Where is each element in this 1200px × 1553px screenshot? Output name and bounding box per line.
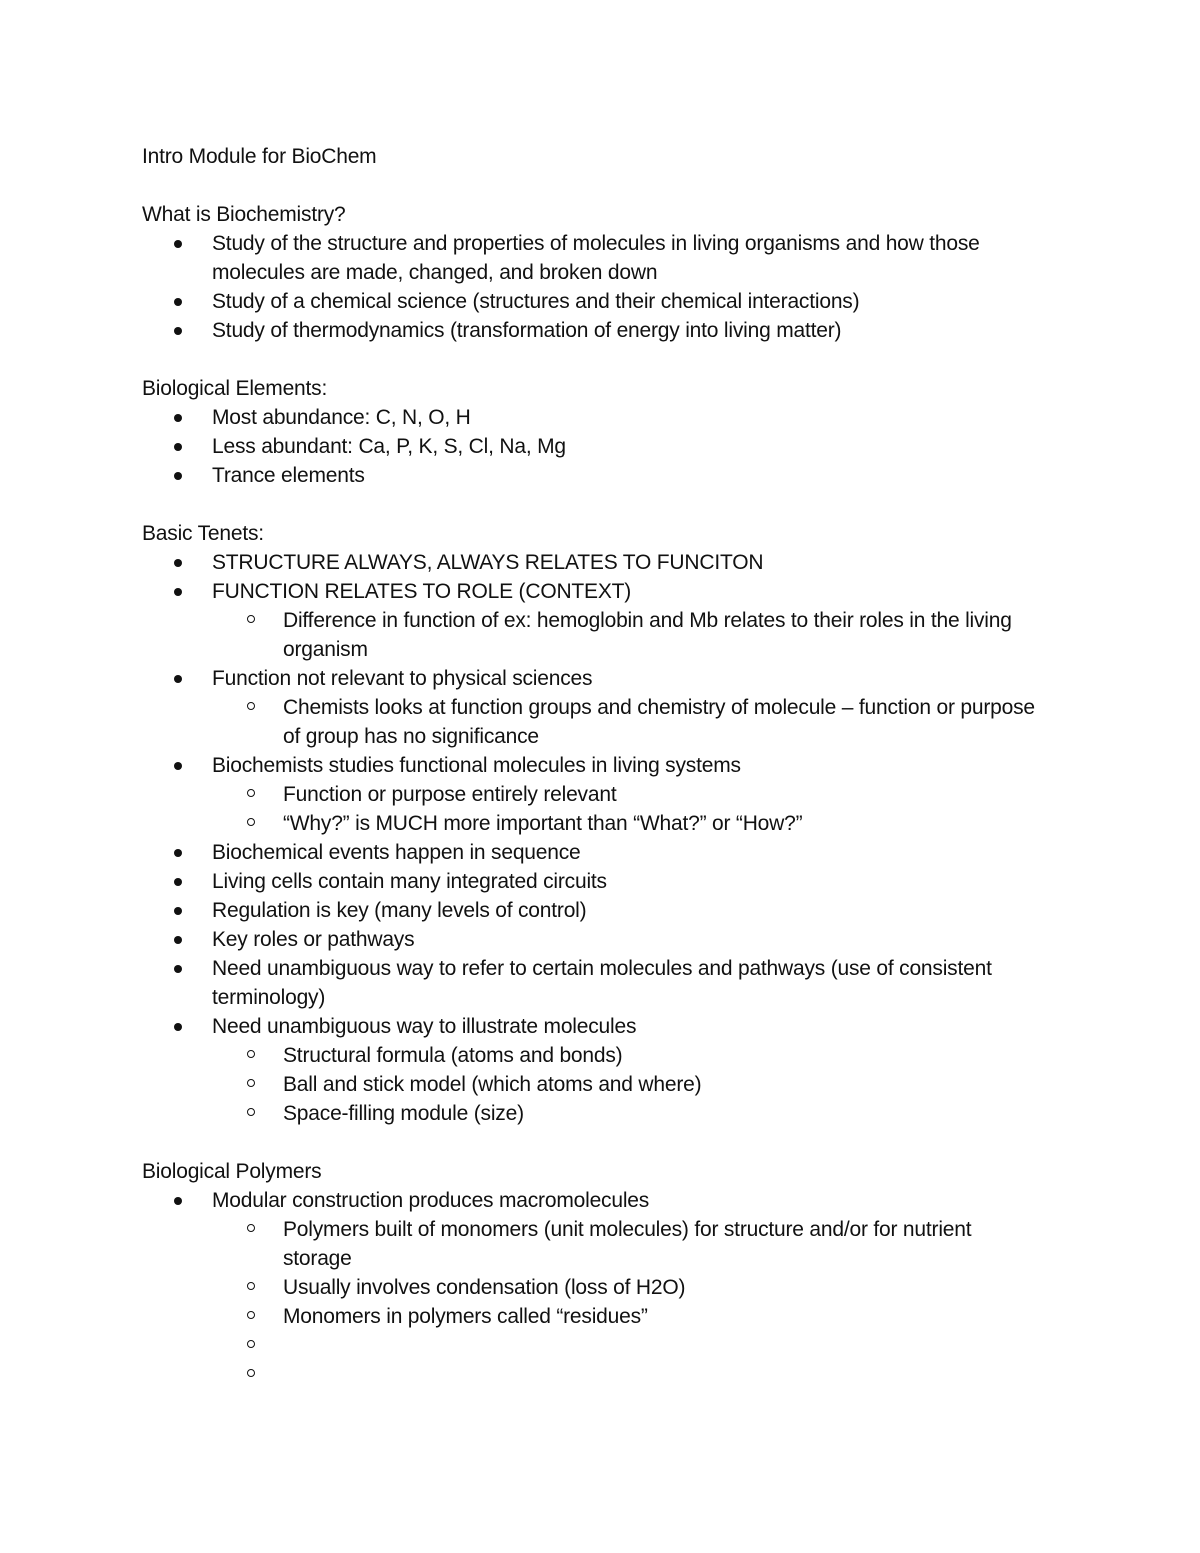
circle-bullet-icon [247, 1050, 255, 1058]
bullet-icon [174, 1023, 182, 1031]
bullet-list [142, 229, 1042, 345]
circle-bullet-icon [247, 818, 255, 826]
list-item [142, 316, 1042, 345]
list-item-text: Usually involves condensation (loss of H2O) [283, 1276, 686, 1299]
list-item-text: Chemists looks at function groups and chemistry of molecule – function or purpose of group has no significance [283, 696, 1035, 748]
circle-bullet-icon [247, 1311, 255, 1319]
bullet-icon [174, 849, 182, 857]
list-item [142, 403, 1042, 432]
list-item [142, 838, 1042, 867]
list-item-text: Regulation is key (many levels of control) [212, 899, 587, 922]
list-item [142, 1186, 1042, 1389]
document-body [142, 142, 1042, 1418]
list-item [142, 954, 1042, 1012]
list-item [142, 577, 1042, 664]
sub-list [212, 606, 1042, 664]
section-basic-tenets [142, 519, 1042, 1128]
list-item-text: Monomers in polymers called “residues” [283, 1305, 648, 1328]
sub-list-item [212, 1070, 1042, 1099]
bullet-icon [174, 878, 182, 886]
list-item-text: FUNCTION RELATES TO ROLE (CONTEXT) [212, 580, 632, 603]
circle-bullet-icon [247, 1108, 255, 1116]
list-item-text: Biochemists studies functional molecules in living systems [212, 754, 741, 777]
sub-list-item-empty [212, 1360, 1042, 1389]
sub-list-item-empty [212, 1331, 1042, 1360]
circle-bullet-icon [247, 1079, 255, 1087]
list-item-text: Most abundance: C, N, O, H [212, 406, 471, 429]
sub-list [212, 780, 1042, 838]
list-item [142, 896, 1042, 925]
sub-list [212, 693, 1042, 751]
list-item-text: Need unambiguous way to illustrate molecules [212, 1015, 637, 1038]
bullet-icon [174, 762, 182, 770]
list-item-text: Living cells contain many integrated circuits [212, 870, 607, 893]
list-item [142, 287, 1042, 316]
circle-bullet-icon [247, 615, 255, 623]
section-heading: Biological Polymers [142, 1160, 322, 1183]
bullet-icon [174, 414, 182, 422]
bullet-list [142, 1186, 1042, 1389]
list-item-text: Less abundant: Ca, P, K, S, Cl, Na, Mg [212, 435, 566, 458]
bullet-list [142, 403, 1042, 490]
list-item-text: Function not relevant to physical sciences [212, 667, 593, 690]
list-item-text: Difference in function of ex: hemoglobin and Mb relates to their roles in the living organism [283, 609, 1012, 661]
bullet-icon [174, 327, 182, 335]
sub-list-item [212, 1273, 1042, 1302]
list-item [142, 664, 1042, 751]
sub-list-item [212, 1041, 1042, 1070]
list-item-text: STRUCTURE ALWAYS, ALWAYS RELATES TO FUNCITON [212, 551, 764, 574]
section-biological-polymers [142, 1157, 1042, 1389]
list-item [142, 229, 1042, 287]
bullet-list [142, 548, 1042, 1128]
bullet-icon [174, 472, 182, 480]
circle-bullet-icon [247, 1282, 255, 1290]
bullet-icon [174, 936, 182, 944]
list-item-text: Key roles or pathways [212, 928, 415, 951]
section-heading: What is Biochemistry? [142, 203, 346, 226]
list-item [142, 751, 1042, 838]
sub-list-item [212, 809, 1042, 838]
sub-list-item [212, 1215, 1042, 1273]
circle-bullet-icon [247, 1369, 255, 1377]
list-item-text: Study of thermodynamics (transformation of energy into living matter) [212, 319, 842, 342]
list-item-text: Space-filling module (size) [283, 1102, 524, 1125]
bullet-icon [174, 443, 182, 451]
list-item-text: Trance elements [212, 464, 365, 487]
document-title: Intro Module for BioChem [142, 145, 377, 168]
list-item-text: Polymers built of monomers (unit molecules) for structure and/or for nutrient storage [283, 1218, 972, 1270]
list-item [142, 432, 1042, 461]
bullet-icon [174, 559, 182, 567]
sub-list-item [212, 1302, 1042, 1331]
list-item [142, 461, 1042, 490]
circle-bullet-icon [247, 702, 255, 710]
list-item-text: Need unambiguous way to refer to certain molecules and pathways (use of consistent terminology) [212, 957, 992, 1009]
list-item-text: “Why?” is MUCH more important than “What?” or “How?” [283, 812, 803, 835]
section-biological-elements [142, 374, 1042, 490]
list-item-text: Modular construction produces macromolecules [212, 1189, 650, 1212]
circle-bullet-icon [247, 1224, 255, 1232]
circle-bullet-icon [247, 789, 255, 797]
section-what-is-biochemistry [142, 200, 1042, 345]
list-item-text: Function or purpose entirely relevant [283, 783, 617, 806]
sub-list-item [212, 693, 1042, 751]
list-item-text: Ball and stick model (which atoms and where) [283, 1073, 702, 1096]
list-item-text: Study of a chemical science (structures and their chemical interactions) [212, 290, 860, 313]
bullet-icon [174, 965, 182, 973]
sub-list-item [212, 780, 1042, 809]
section-heading: Biological Elements: [142, 377, 328, 400]
list-item-text: Biochemical events happen in sequence [212, 841, 581, 864]
bullet-icon [174, 588, 182, 596]
list-item-text: Structural formula (atoms and bonds) [283, 1044, 623, 1067]
bullet-icon [174, 240, 182, 248]
bullet-icon [174, 298, 182, 306]
list-item [142, 548, 1042, 577]
sub-list-item [212, 1099, 1042, 1128]
list-item-text: Study of the structure and properties of molecules in living organisms and how those molecules are made, changed, and broken down [212, 232, 980, 284]
bullet-icon [174, 1197, 182, 1205]
list-item [142, 925, 1042, 954]
list-item [142, 867, 1042, 896]
circle-bullet-icon [247, 1340, 255, 1348]
sub-list [212, 1215, 1042, 1389]
sub-list-item [212, 606, 1042, 664]
section-heading: Basic Tenets: [142, 522, 264, 545]
sub-list [212, 1041, 1042, 1128]
list-item [142, 1012, 1042, 1128]
bullet-icon [174, 907, 182, 915]
bullet-icon [174, 675, 182, 683]
